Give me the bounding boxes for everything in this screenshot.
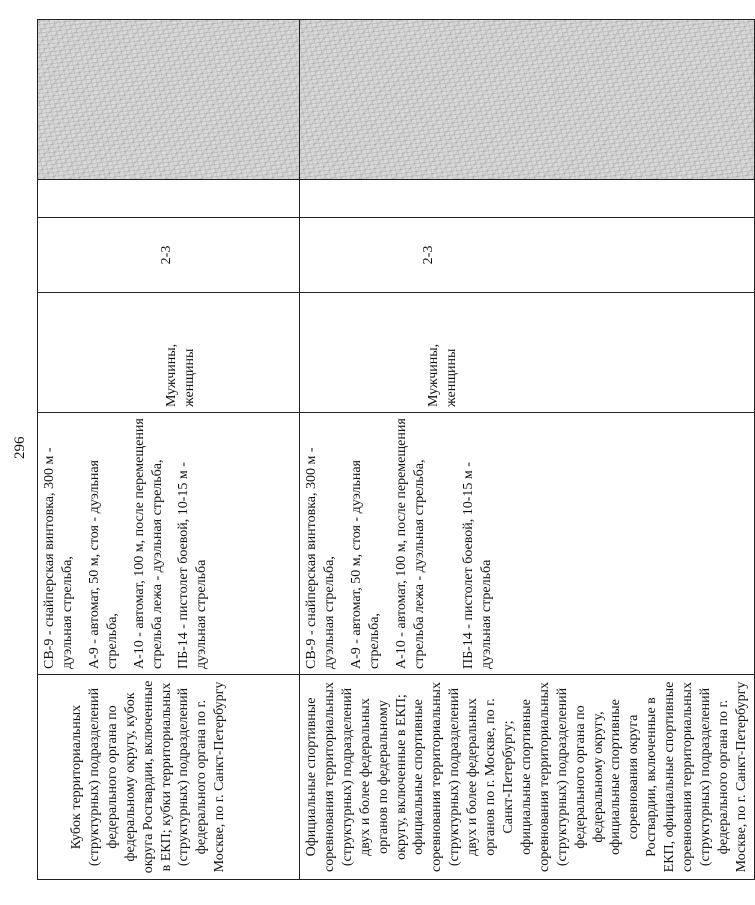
age-cell (38, 180, 300, 218)
age-cell (300, 180, 755, 218)
competition-cell: Официальные спортивные соревнования территориальных (структурных) подразделений двух и более федеральных органов по федеральному округу, включенные в ЕКП; официальные спортивные соревнования территориальных (структурных) подразделений двух и более федеральных органов по г. Москве, по г. Санкт-Петербургу; официальные спортивные соревнования территориальных (структурных) подразделений федерального органа по федеральному округу, официальные спортивные соревнования округа Росгвардии, включенные в ЕКП, официальные спортивные соревнования территориальных (структурных) подразделений федерального органа по г. Москве, по г. Санкт-Петербургу (300, 675, 755, 880)
shaded-cell (300, 20, 755, 180)
table-row (38, 20, 300, 880)
places-cell: 2-3 (38, 218, 300, 293)
discipline-text: А-10 - автомат, 100 м, после перемещения стрельба лежа - дуэльная стрельба, (393, 418, 427, 669)
discipline-text: СВ-9 - снайперская винтовка, 300 м - дуэльная стрельба, (42, 447, 75, 669)
disciplines-cell (300, 413, 755, 675)
table-row (300, 20, 755, 880)
gender-cell: Мужчины, женщины (38, 293, 300, 413)
discipline-text: А-9 - автомат, 50 м, стоя - дуэльная стрельба, (86, 460, 120, 669)
requirements-table (37, 19, 755, 880)
stipple-pattern (300, 20, 754, 179)
places-cell: 2-3 (300, 218, 755, 293)
discipline-text: ПБ-14 - пистолет боевой, 10-15 м - дуэльная стрельба (461, 462, 495, 669)
gender-cell: Мужчины, женщины (300, 293, 755, 413)
discipline-text: СВ-9 - снайперская винтовка, 300 м - дуэльная стрельба, (304, 447, 337, 669)
discipline-text: А-9 - автомат, 50 м, стоя - дуэльная стрельба, (348, 460, 382, 669)
competition-cell: Кубок территориальных (структурных) подразделений федерального органа по федеральному округу, кубок округа Росгвардии, включенные в ЕКП; кубки территориальных (структурных) подразделений федерального органа по г. Москве, по г. Санкт-Петербургу (38, 675, 300, 880)
stipple-pattern (38, 20, 299, 179)
page-number: 296 (12, 436, 28, 459)
discipline-text: ПБ-14 - пистолет боевой, 10-15 м - дуэльная стрельба (176, 462, 210, 669)
discipline-text: А-10 - автомат, 100 м, после перемещения стрельба лежа - дуэльная стрельба, (131, 418, 165, 669)
shaded-cell (38, 20, 300, 180)
disciplines-cell (38, 413, 300, 675)
